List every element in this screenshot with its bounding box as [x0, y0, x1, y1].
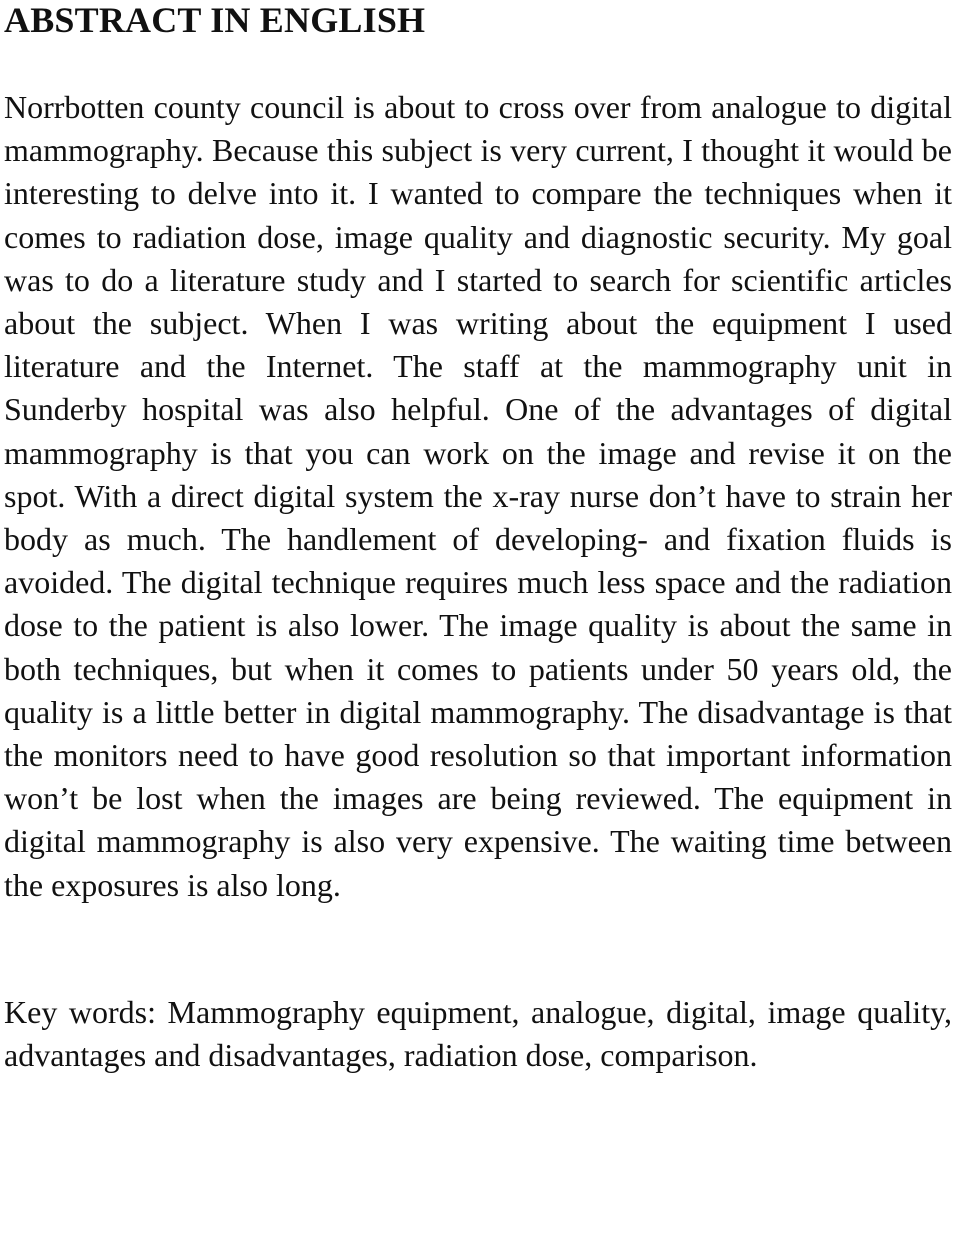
keywords-paragraph: Key words: Mammography equipment, analogue, digital, image quality, advantages and disadvantages, radiation dose, comparison.	[4, 993, 952, 1074]
document-page	[4, 0, 952, 1077]
page-title: ABSTRACT IN ENGLISH	[4, 0, 426, 40]
abstract-paragraph: Norrbotten county council is about to cross over from analogue to digital mammography. Because this subject is very current, I thought it would be interesting to delve into it. I wanted to compare the techniques when it comes to radiation dose, image quality and diagnostic security. My goal was to do a literature study and I started to search for scientific articles about the subject. When I was writing about the equipment I used literature and the Internet. The staff at the mammography unit in Sunderby hospital was also helpful. One of the advantages of digital mammography is that you can work on the image and revise it on the spot. With a direct digital system the x-ray nurse don’t have to strain her body as much. The handlement of developing- and fixation fluids is avoided. The digital technique requires much less space and the radiation dose to the patient is also lower. The image quality is about the same in both techniques, but when it comes to patients under 50 years old, the quality is a little better in digital mammography. The disadvantage is that the monitors need to have good resolution so that important information won’t be lost when the images are being reviewed. The equipment in digital mammography is also very expensive. The waiting time between the exposures is also long.	[4, 89, 952, 903]
